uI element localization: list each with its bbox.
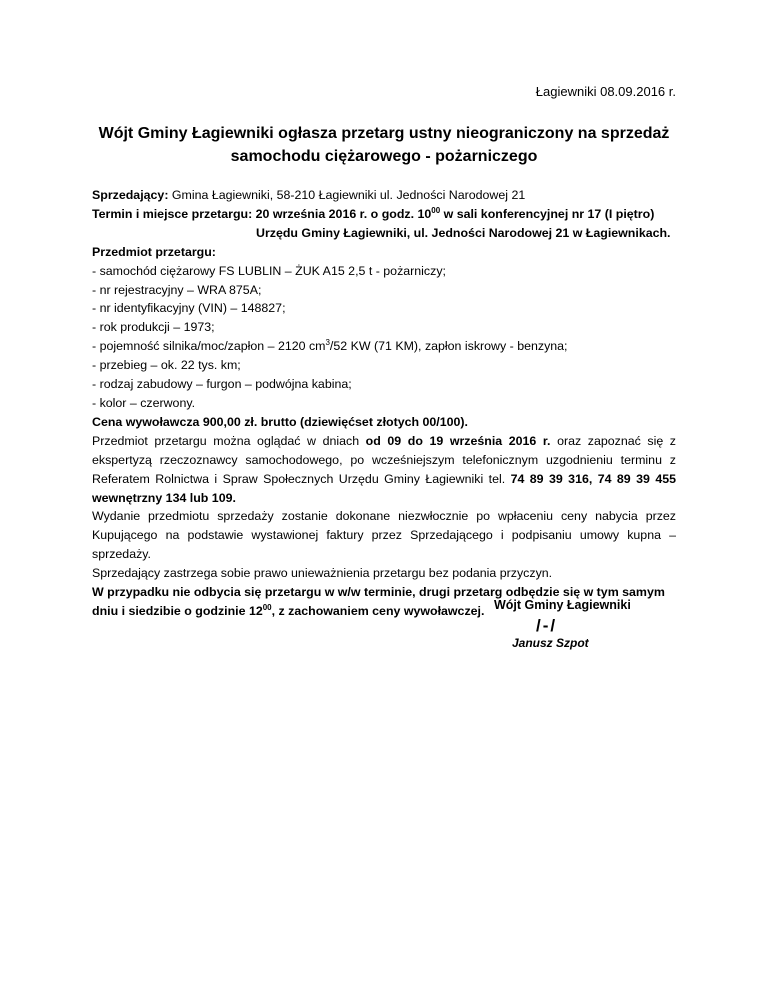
second-auction-text-after: , z zachowaniem ceny wywoławczej. — [271, 603, 485, 618]
document-title — [92, 122, 676, 168]
starting-price: Cena wywoławcza 900,00 zł. brutto (dziewięćset złotych 00/100). — [92, 414, 468, 429]
release-paragraph: Wydanie przedmiotu sprzedaży zostanie dokonane niezwłocznie po wpłaceniu ceny nabycia przez Kupującego na podstawie wystawionej faktury przez Sprzedającego i podpisaniu umowy kupna – sprzedaży. — [92, 509, 676, 562]
engine-text-after: /52 KW (71 KM), zapłon iskrowy - benzyna; — [329, 339, 568, 354]
document-body — [92, 186, 676, 621]
title-line-1: Wójt Gminy Łagiewniki ogłasza przetarg ustny nieograniczony na sprzedaż — [98, 125, 670, 142]
engine-sup: 3 — [325, 338, 330, 348]
venue-text: Termin i miejsce przetargu: 20 września 2016 r. o godz. 10 — [92, 206, 432, 221]
engine-text: - pojemność silnika/moc/zapłon – 2120 cm — [92, 339, 326, 354]
subject-item: - nr rejestracyjny – WRA 875A; — [92, 282, 262, 297]
subject-item: - nr identyfikacyjny (VIN) – 148827; — [92, 301, 286, 316]
subject-item: - rok produkcji – 1973; — [92, 320, 215, 335]
venue-room: w sali konferencyjnej nr 17 (I piętro) — [440, 206, 655, 221]
second-auction-sup: 00 — [262, 602, 272, 612]
viewing-text: Przedmiot przetargu można oglądać w dniach — [92, 433, 366, 448]
signature-mark: /-/ — [536, 616, 558, 635]
seller-value: Gmina Łagiewniki, 58-210 Łagiewniki ul. Jedności Narodowej 21 — [171, 188, 526, 202]
subject-item: - samochód ciężarowy FS LUBLIN – ŻUK A15 2,5 t - pożarniczy; — [92, 263, 446, 278]
viewing-text-2: oraz zapoznać się z ekspertyzą rzeczoznawcy samochodowego, po wcześniejszym telefonicznym uzgodnieniu terminu z Referatem Rolnictwa i Spraw Społecznych Urzędu Gminy Łagiewniki tel. — [92, 433, 676, 486]
place-date: Łagiewniki 08.09.2016 r. — [535, 84, 676, 99]
subject-heading: Przedmiot przetargu: — [92, 244, 216, 259]
venue-line — [92, 205, 676, 224]
viewing-phones: 74 89 39 316, 74 89 39 455 wewnętrzny 134 lub 109. — [92, 471, 676, 505]
subject-item: - przebieg – ok. 22 tys. km; — [92, 358, 241, 373]
seller-line — [92, 186, 676, 205]
second-auction-text: W przypadku nie odbycia się przetargu w w/w terminie, drugi przetarg odbędzie się w tym samym dniu i siedzibie o godzinie 12 — [92, 585, 665, 618]
reservation-paragraph: Sprzedający zastrzega sobie prawo unieważnienia przetargu bez podania przyczyn. — [92, 566, 553, 581]
subject-item: - rodzaj zabudowy – furgon – podwójna kabina; — [92, 377, 352, 392]
viewing-paragraph — [92, 432, 676, 508]
signature-title: Wójt Gminy Łagiewniki — [494, 598, 631, 612]
signature-name: Janusz Szpot — [512, 636, 589, 650]
title-line-2: samochodu ciężarowego - pożarniczego — [230, 148, 538, 165]
venue-hour-sup: 00 — [431, 205, 441, 215]
viewing-dates: od 09 do 19 września 2016 r. — [365, 433, 551, 448]
subject-item: - kolor – czerwony. — [92, 395, 196, 410]
subject-item-engine — [92, 337, 676, 356]
seller-label: Sprzedający: — [92, 188, 169, 202]
venue-line-2: Urzędu Gminy Łagiewniki, ul. Jedności Narodowej 21 w Łagiewnikach. — [256, 225, 671, 240]
